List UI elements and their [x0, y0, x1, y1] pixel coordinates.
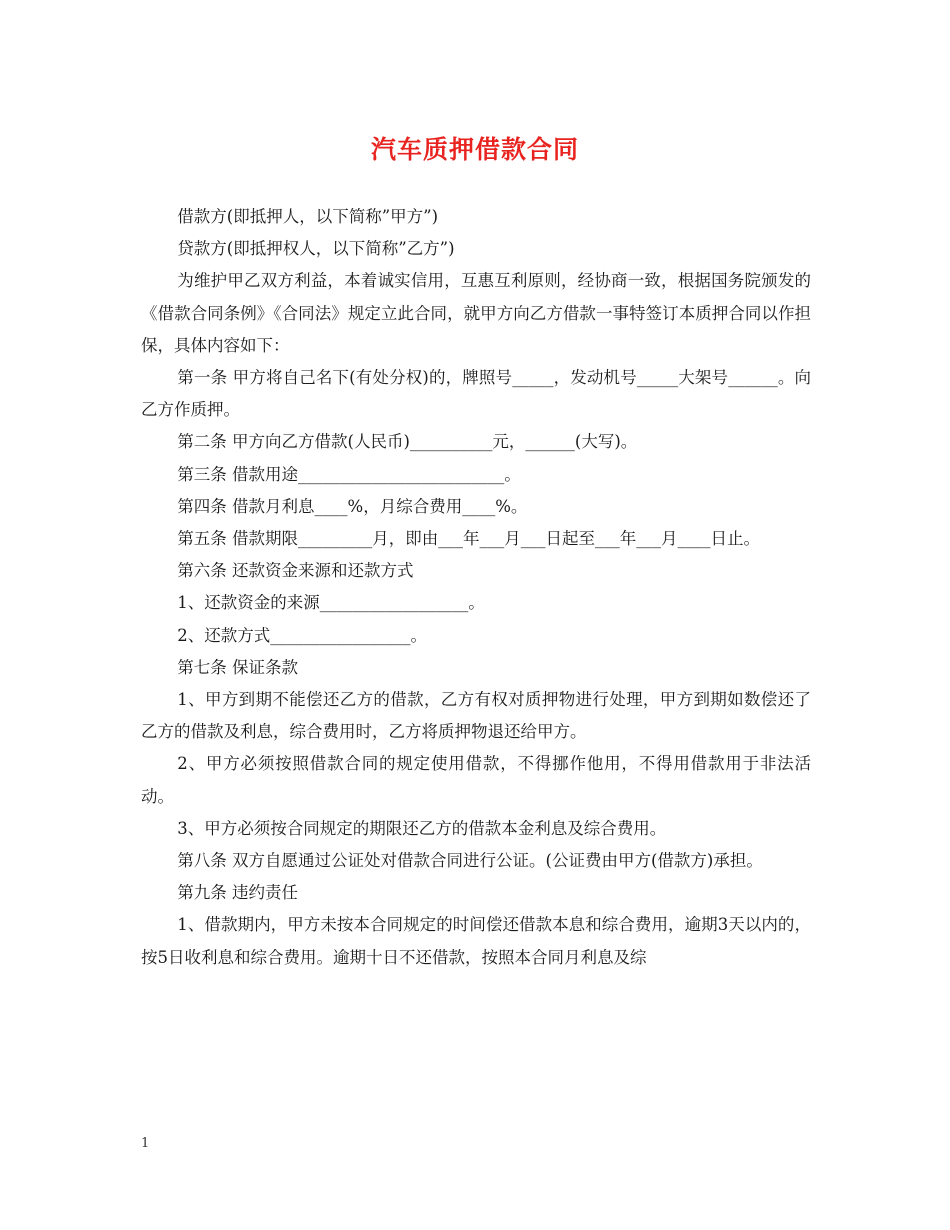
- paragraph-article-7-item-2: 2、甲方必须按照借款合同的规定使用借款，不得挪作他用，不得用借款用于非法活动。: [141, 754, 811, 806]
- page-number: 1: [141, 1136, 150, 1151]
- paragraph-article-9: 第九条 违约责任: [177, 883, 299, 903]
- paragraph-article-5: 第五条 借款期限_________月，即由___年___月___日起至___年___月____日止。: [177, 529, 761, 549]
- paragraph-article-9-item-1: 1、借款期内，甲方未按本合同规定的时间偿还借款本息和综合费用，逾期3天以内的，按5日收利息和综合费用。逾期十日不还借款，按照本合同月利息及综: [141, 915, 811, 967]
- paragraph-article-6-item-2: 2、还款方式_________________。: [177, 625, 428, 645]
- paragraph-article-7-item-3: 3、甲方必须按合同规定的期限还乙方的借款本金利息及综合费用。: [177, 818, 667, 838]
- paragraph-article-7: 第七条 保证条款: [177, 657, 299, 677]
- paragraph-borrower: 借款方(即抵押人，以下简称”甲方”): [177, 207, 439, 226]
- document-body: [141, 201, 811, 974]
- paragraph-article-4: 第四条 借款月利息____%，月综合费用____%。: [177, 496, 528, 516]
- document-title: 汽车质押借款合同: [370, 135, 579, 164]
- paragraph-article-1: 第一条 甲方将自己名下(有处分权)的，牌照号_____，发动机号_____大架号______。向乙方作质押。: [141, 368, 811, 420]
- paragraph-preamble: 为维护甲乙双方利益，本着诚实信用，互惠互利原则，经协商一致，根据国务院颁发的《借款合同条例》《合同法》规定立此合同，就甲方向乙方借款一事特签订本质押合同以作担保，具体内容如下：: [141, 271, 811, 355]
- paragraph-article-7-item-1: 1、甲方到期不能偿还乙方的借款，乙方有权对质押物进行处理，甲方到期如数偿还了乙方的借款及利息，综合费用时，乙方将质押物退还给甲方。: [141, 690, 811, 742]
- paragraph-article-6: 第六条 还款资金来源和还款方式: [177, 561, 414, 581]
- paragraph-article-8: 第八条 双方自愿通过公证处对借款合同进行公证。(公证费由甲方(借款方)承担。: [177, 851, 763, 871]
- paragraph-article-6-item-1: 1、还款资金的来源__________________。: [177, 593, 485, 613]
- paragraph-lender: 贷款方(即抵押权人，以下简称”乙方”): [177, 239, 455, 259]
- paragraph-article-3: 第三条 借款用途_________________________。: [177, 464, 521, 484]
- paragraph-article-2: 第二条 甲方向乙方借款(人民币)__________元，______(大写)。: [177, 432, 638, 452]
